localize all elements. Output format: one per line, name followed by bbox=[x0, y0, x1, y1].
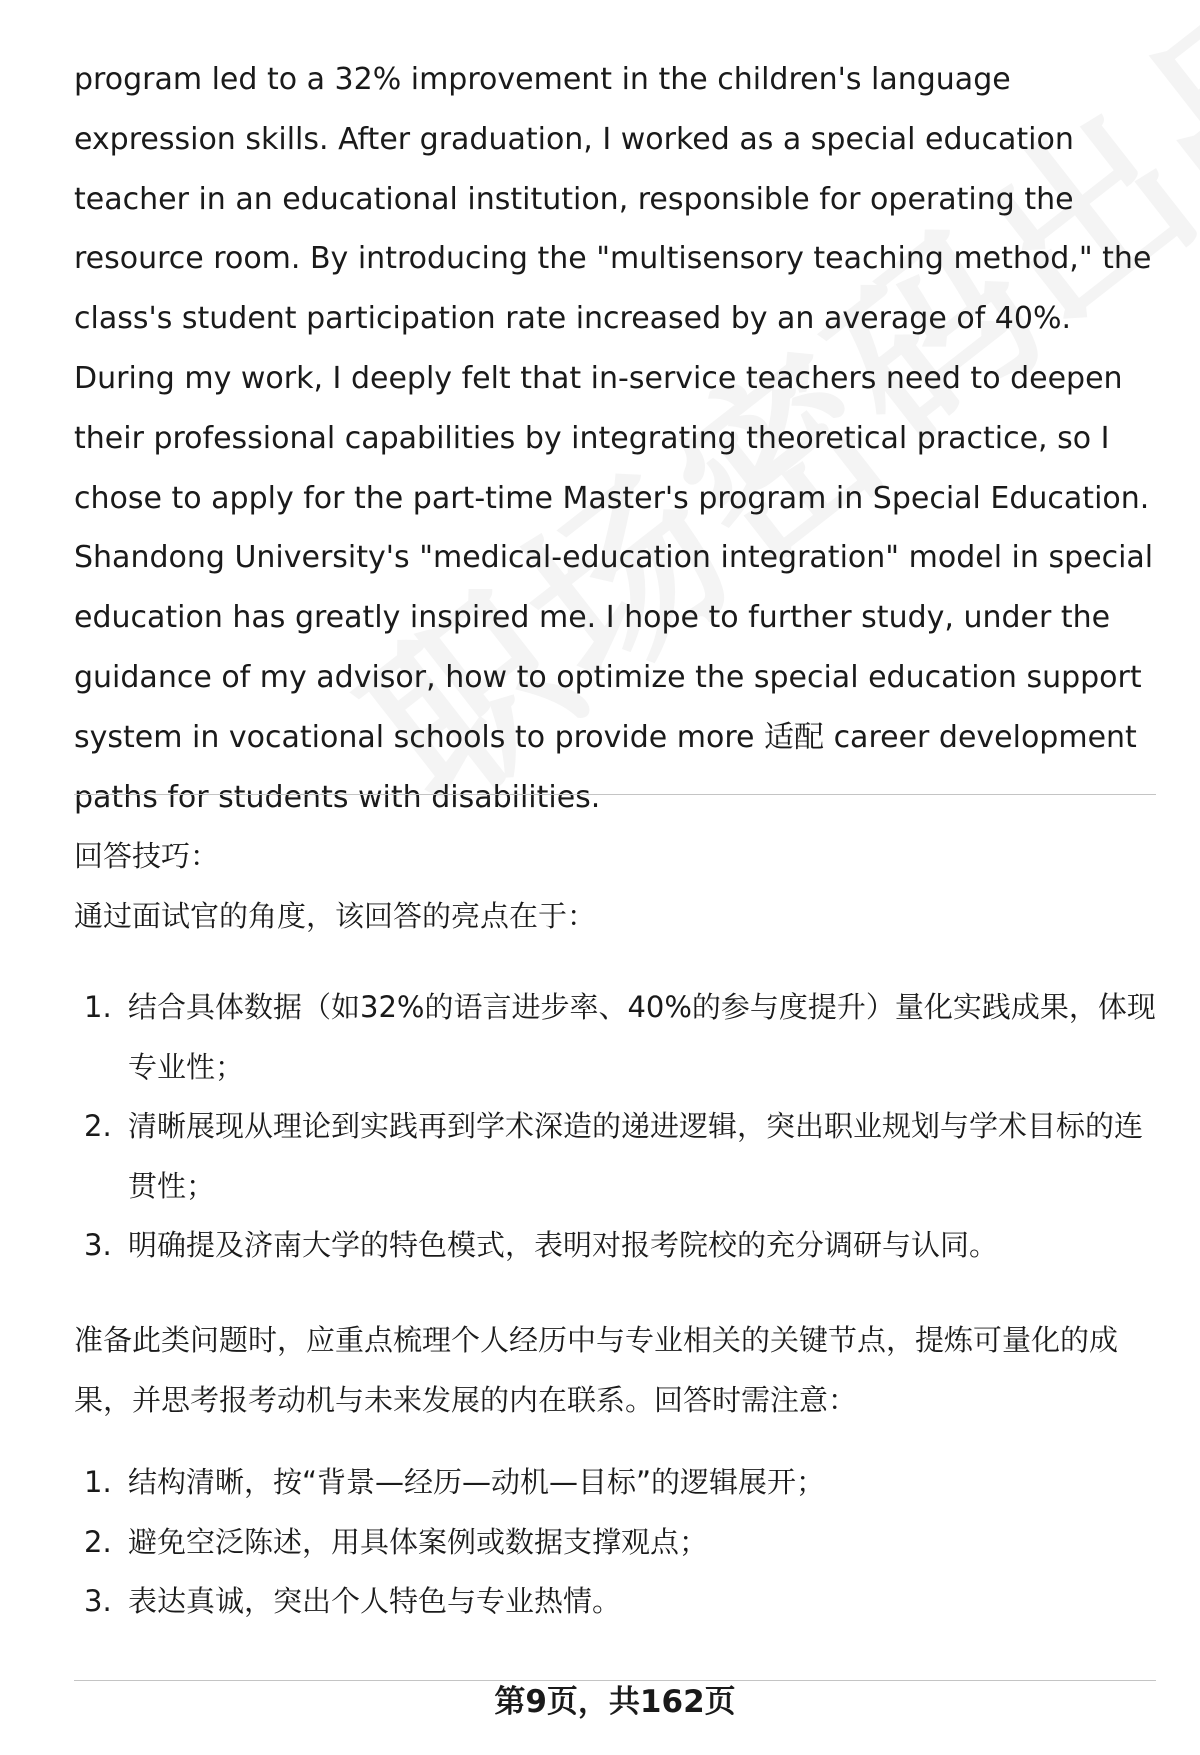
tips-title: 回答技巧： bbox=[74, 839, 220, 873]
notes-list bbox=[74, 1453, 1156, 1632]
list-number: 1. bbox=[84, 990, 112, 1024]
page-footer: 第9页，共162页 bbox=[494, 1684, 736, 1720]
highlights-list bbox=[74, 978, 1156, 1276]
list-text: 避免空泛陈述，用具体案例或数据支撑观点； bbox=[128, 1524, 709, 1559]
list-text: 结构清晰，按“背景—经历—动机—目标”的逻辑展开； bbox=[128, 1465, 826, 1499]
list-item bbox=[74, 1453, 1156, 1513]
list-number: 3. bbox=[84, 1228, 112, 1262]
list-text: 明确提及济南大学的特色模式，表明对报考院校的充分调研与认同。 bbox=[128, 1228, 999, 1262]
list-number: 1. bbox=[84, 1465, 112, 1499]
list-item bbox=[74, 1572, 1156, 1632]
tips-intro: 通过面试官的角度，该回答的亮点在于： bbox=[74, 899, 597, 933]
list-item bbox=[74, 1216, 1156, 1276]
list-text: 表达真诚，突出个人特色与专业热情。 bbox=[128, 1584, 622, 1618]
list-number: 3. bbox=[84, 1584, 112, 1618]
preparation-paragraph: 准备此类问题时，应重点梳理个人经历中与专业相关的关键节点，提炼可量化的成果，并思考报考动机与未来发展的内在联系。回答时需注意： bbox=[74, 1323, 1119, 1417]
list-item bbox=[74, 978, 1156, 1097]
document-page bbox=[74, 0, 1156, 1755]
list-text: 清晰展现从理论到实践再到学术深造的递进逻辑，突出职业规划与学术目标的连贯性； bbox=[128, 1109, 1144, 1203]
divider-bottom bbox=[74, 1680, 1156, 1681]
list-item bbox=[74, 1097, 1156, 1216]
list-number: 2. bbox=[84, 1524, 112, 1559]
divider-top bbox=[74, 794, 1156, 795]
list-number: 2. bbox=[84, 1109, 112, 1143]
list-item bbox=[74, 1513, 1156, 1573]
list-text: 结合具体数据（如32%的语言进步率、40%的参与度提升）量化实践成果，体现专业性； bbox=[128, 990, 1156, 1084]
essay-paragraph: program led to a 32% improvement in the children's language expression skills. After graduation, I worked as a special education teacher in an educational institution, responsible for operating the resource room. By introducing the "multisensory teaching method," the class's student participation rate increased by an average of 40%. During my work, I deeply felt that in-service teachers need to deepen their professional capabilities by integrating theoretical practice, so I chose to apply for the part-time Master's program in Special Education. Shandong University's "medical-education integration" model in special education has greatly inspired me. I hope to further study, under the guidance of my advisor, how to optimize the special education support system in vocational schools to provide more 适配 career development paths for students with disabilities. bbox=[74, 62, 1154, 815]
